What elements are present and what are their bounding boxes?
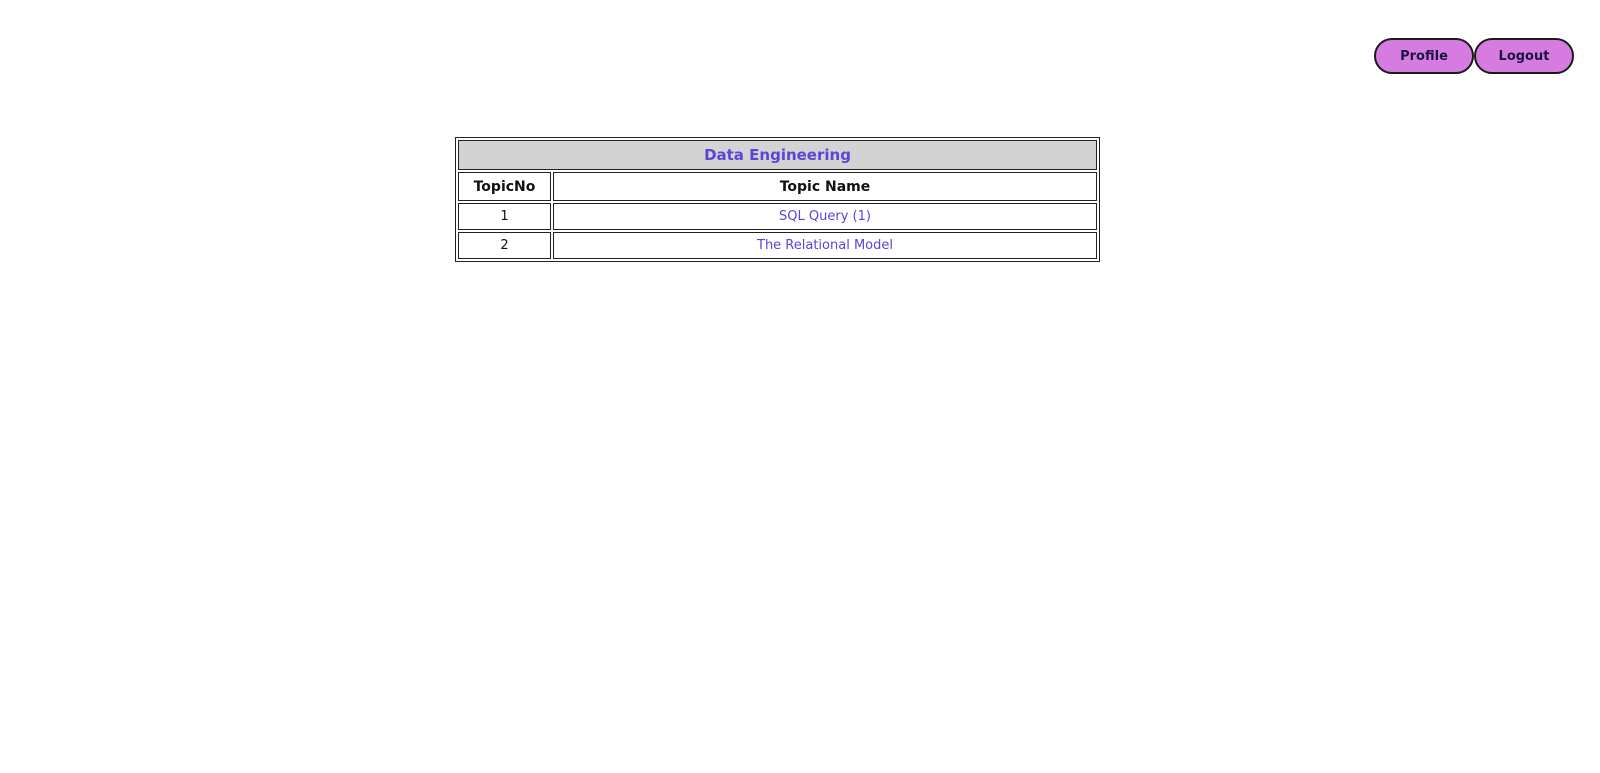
topic-number: 2: [458, 232, 551, 259]
topic-name-cell: [553, 232, 1097, 259]
logout-button[interactable]: Logout: [1474, 38, 1574, 74]
profile-button[interactable]: Profile: [1374, 38, 1474, 74]
table-title-row: [458, 140, 1097, 170]
topic-name-cell: [553, 203, 1097, 230]
column-header-topic-name: Topic Name: [553, 172, 1097, 201]
column-header-topicno: TopicNo: [458, 172, 551, 201]
topic-link[interactable]: The Relational Model: [757, 238, 893, 253]
table-header-row: [458, 172, 1097, 201]
table-row: [458, 232, 1097, 259]
header-actions: [1374, 38, 1574, 74]
topic-link[interactable]: SQL Query (1): [779, 209, 871, 224]
topics-table: [455, 137, 1100, 262]
table-row: [458, 203, 1097, 230]
topic-number: 1: [458, 203, 551, 230]
table-title: Data Engineering: [458, 140, 1097, 170]
topics-table-container: [455, 137, 1100, 262]
